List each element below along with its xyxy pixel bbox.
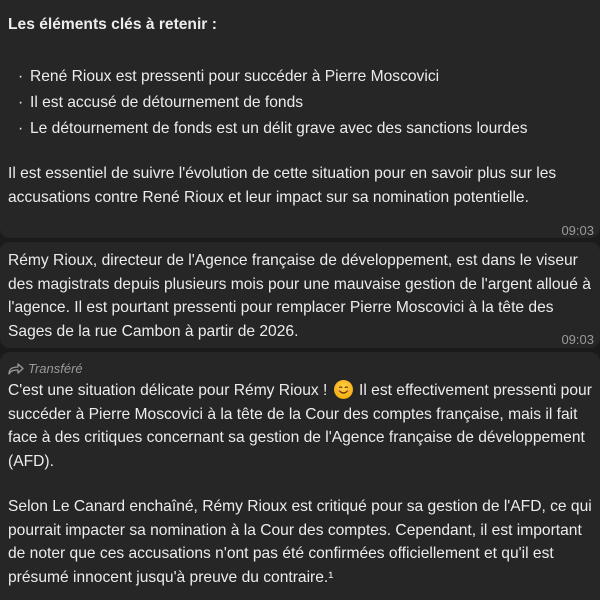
bullet-icon: · [18,120,24,137]
bullet-icon: · [18,94,24,111]
list-item-text: Il est accusé de détournement de fonds [30,94,304,111]
list-item [18,116,528,142]
message-time: 09:03 [561,332,594,347]
list-item-text: Le détournement de fonds est un délit grave avec des sanctions lourdes [30,120,528,137]
message-bubble[interactable] [0,242,600,348]
message-text-part: C'est une situation délicate pour Rémy Rioux ! [8,382,332,399]
list-item [18,64,528,90]
message-heading: Les éléments clés à retenir : [8,16,217,33]
forwarded-label [8,357,83,381]
message-text: Il est essentiel de suivre l'évolution de cette situation pour en savoir plus sur les accusations contre René Rioux et leur impact sur sa nomination potentielle. [8,165,557,206]
smiling-face-emoji-icon [334,380,353,399]
forwarded-text: Transféré [28,361,83,376]
message-text-part: Il est effectivement pressenti pour succéder à Pierre Moscovici à la tête de la Cour des comptes française, mais il fait face à des critiques concernant sa gestion de l'Agence française de développement (AFD). [8,382,592,470]
message-bubble[interactable] [0,0,600,238]
message-text [8,379,592,473]
list-item-text: René Rioux est pressenti pour succéder à Pierre Moscovici [30,68,440,85]
forward-arrow-icon [8,363,24,375]
message-text: Selon Le Canard enchaîné, Rémy Rioux est critiqué pour sa gestion de l'AFD, ce qui pourrait impacter sa nomination à la Cour des comptes. Cependant, il est important de noter que ces accusations n'ont pas été confirmées officiellement et qu'il est présumé innocent jusqu'à preuve du contraire.¹ [8,498,592,586]
list-item [18,90,528,116]
bullet-list [18,64,528,142]
message-text: Rémy Rioux, directeur de l'Agence française de développement, est dans le viseur des magistrats depuis plusieurs mois pour une mauvaise gestion de l'argent alloué à l'agence. Il est pourtant pressenti pour remplacer Pierre Moscovici à la tête des Sages de la rue Cambon à partir de 2026. [8,252,591,340]
message-time: 09:03 [561,223,594,238]
message-bubble[interactable] [0,352,600,600]
bullet-icon: · [18,68,24,85]
